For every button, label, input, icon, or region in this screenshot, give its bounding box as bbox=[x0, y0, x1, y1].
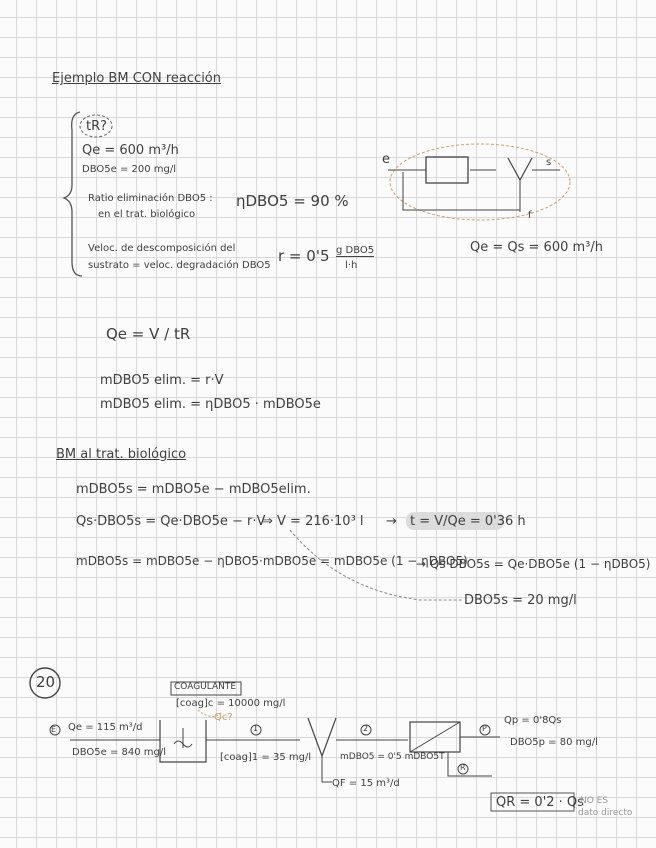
page-title: Ejemplo BM CON reacción bbox=[52, 71, 221, 86]
feed-flow: Qe = 115 m³/d bbox=[68, 722, 143, 733]
formula-qe: Qe = V / tR bbox=[106, 325, 191, 343]
coagulant-conc: [coag]c = 10000 mg/l bbox=[176, 698, 286, 709]
bm-line-2d: t = V/Qe = 0'36 h bbox=[410, 514, 526, 529]
formula-m-elim-r: mDBO5 elim. = r·V bbox=[100, 373, 224, 388]
stream-r-label: R bbox=[460, 763, 466, 772]
reactor-box-icon bbox=[426, 157, 468, 183]
rate-value: r = 0'5 bbox=[278, 247, 330, 265]
permeate-flow: Qp = 0'8Qs bbox=[504, 715, 562, 726]
reject-line-icon bbox=[448, 752, 492, 776]
qe-value: Qe = 600 m³/h bbox=[82, 143, 179, 158]
stream-e-label: E bbox=[51, 725, 57, 734]
coagulant-label: COAGULANTE bbox=[174, 682, 237, 692]
bm-line-1: mDBO5s = mDBO5e − mDBO5elim. bbox=[76, 482, 311, 497]
ratio-label: Ratio eliminación DBO5 : bbox=[88, 193, 213, 204]
ratio-label-2: en el trat. biológico bbox=[98, 209, 196, 220]
bm-line-3a: mDBO5s = mDBO5e − ηDBO5·mDBO5e = mDBO5e (1 − ηDBO5) bbox=[76, 554, 468, 568]
diagram-purge-label: f bbox=[528, 210, 532, 221]
stream-1-label: 1 bbox=[253, 724, 259, 733]
stream-p-label: P bbox=[482, 724, 487, 733]
bm-line-2b: ⇒ V = 216·10³ l bbox=[262, 514, 364, 529]
reject-note-2: dato directo bbox=[578, 808, 633, 818]
feed-dbo: DBO5e = 840 mg/l bbox=[72, 747, 167, 758]
bm-heading: BM al trat. biológico bbox=[56, 447, 187, 462]
settler-icon bbox=[508, 158, 532, 180]
left-brace-icon bbox=[64, 112, 82, 276]
bm-line-2c: → bbox=[386, 514, 397, 529]
bm-line-4: DBO5s = 20 mg/l bbox=[464, 593, 577, 608]
problem-number: 20 bbox=[36, 673, 56, 691]
permeate-dbo: DBO5p = 80 mg/l bbox=[510, 737, 598, 748]
diagram-outlet-label: s bbox=[546, 157, 552, 168]
flow-equality: Qe = Qs = 600 m³/h bbox=[470, 240, 603, 255]
stirrer-icon bbox=[174, 728, 192, 748]
diagram-inlet-label: e bbox=[382, 152, 390, 167]
dbo-value: DBO5e = 200 mg/l bbox=[82, 164, 177, 175]
veloc-label-2: sustrato = veloc. degradación DBO5 bbox=[88, 260, 271, 271]
system-boundary-icon bbox=[390, 144, 570, 220]
reject-note-1: NO ES bbox=[580, 796, 609, 806]
bm-line-2a: Qs·DBO5s = Qe·DBO5e − r·V bbox=[76, 514, 266, 529]
rate-unit-num: g DBO5 bbox=[336, 245, 375, 256]
veloc-label: Veloc. de descomposición del bbox=[88, 243, 236, 254]
formula-m-elim-eta: mDBO5 elim. = ηDBO5 · mDBO5e bbox=[100, 397, 321, 412]
recycle-line-icon bbox=[403, 172, 520, 210]
settler-2-icon bbox=[308, 718, 336, 756]
stream-1-conc: [coag]1 = 35 mg/l bbox=[220, 752, 312, 763]
coagulant-flow: Qc? bbox=[214, 712, 233, 723]
reject-flow: QR = 0'2 · Qs bbox=[496, 795, 584, 810]
purge-flow: QF = 15 m³/d bbox=[332, 778, 400, 789]
unknown-tr: tR? bbox=[86, 119, 108, 134]
ratio-value: ηDBO5 = 90 % bbox=[236, 192, 349, 210]
stream-2-note: mDBO5 = 0'5 mDBO5T bbox=[340, 752, 445, 762]
stream-2-label: 2 bbox=[363, 724, 369, 733]
rate-unit-den: l·h bbox=[345, 260, 358, 271]
bm-line-3b: → Qs·DBO5s = Qe·DBO5e (1 − ηDBO5) bbox=[416, 557, 651, 571]
